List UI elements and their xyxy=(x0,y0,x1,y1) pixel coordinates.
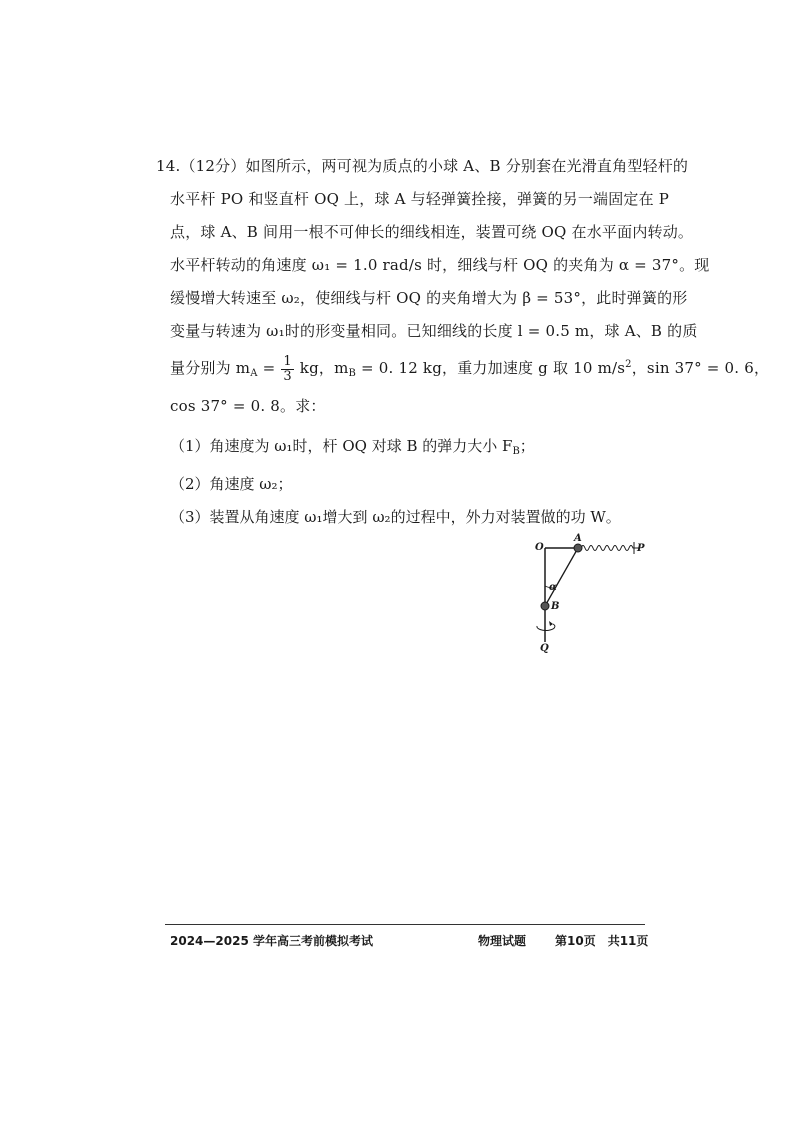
problem-14-text xyxy=(156,150,770,423)
fraction-one-third xyxy=(281,355,293,384)
problem-line-1: 14.（12分）如图所示，两可视为质点的小球 A、B 分别套在光滑直角型轻杆的 xyxy=(156,157,689,175)
sub-questions xyxy=(170,430,621,534)
question-3: （3）装置从角速度 ω₁增大到 ω₂的过程中，外力对装置做的功 W。 xyxy=(170,508,621,526)
rotation-arrow xyxy=(537,624,555,630)
footer-exam-name: 2024—2025 学年高三考前模拟考试 xyxy=(170,934,373,948)
label-q: Q xyxy=(540,643,549,654)
mass-prefix: 量分别为 m xyxy=(170,359,251,377)
question-1 xyxy=(170,430,621,468)
problem-line-3: 点，球 A、B 间用一根不可伸长的细线相连，装置可绕 OQ 在水平面内转动。 xyxy=(170,223,694,241)
mass-sub-a: A xyxy=(250,368,258,379)
mass-suffix: kg，m xyxy=(294,359,349,377)
question-1-sub: B xyxy=(512,446,520,457)
question-2: （2）角速度 ω₂； xyxy=(170,475,293,493)
string-ab xyxy=(545,548,578,606)
label-alpha: α xyxy=(549,582,557,593)
label-o: O xyxy=(535,542,544,553)
fraction-numerator: 1 xyxy=(283,353,292,369)
rotating-rod-diagram xyxy=(525,530,665,660)
problem-line-last: cos 37° = 0. 8。求： xyxy=(170,397,326,415)
question-1-text: （1）角速度为 ω₁时，杆 OQ 对球 B 的弹力大小 F xyxy=(170,437,513,455)
spring xyxy=(581,546,639,551)
ball-b xyxy=(541,602,549,610)
problem-line-mass xyxy=(170,348,770,390)
mass-rest: = 0. 12 kg，重力加速度 g 取 10 m/s xyxy=(356,359,626,377)
rotation-arrowhead xyxy=(549,621,553,626)
problem-line-4: 水平杆转动的角速度 ω₁ = 1.0 rad/s 时，细线与杆 OQ 的夹角为 α = 37°。现 xyxy=(170,256,710,274)
mass-eq: = xyxy=(257,359,281,377)
footer-page-number: 第10页 共11页 xyxy=(555,934,649,948)
problem-line-5: 缓慢增大转速至 ω₂，使细线与杆 OQ 的夹角增大为 β = 53°，此时弹簧的形 xyxy=(170,289,688,307)
footer-divider xyxy=(165,924,645,925)
problem-line-2: 水平杆 PO 和竖直杆 OQ 上，球 A 与轻弹簧拴接，弹簧的另一端固定在 P xyxy=(170,190,670,208)
mass-end: ，sin 37° = 0. 6， xyxy=(631,359,770,377)
label-p: P xyxy=(637,543,645,554)
fraction-denominator: 3 xyxy=(283,368,292,384)
label-a: A xyxy=(574,533,582,544)
ball-a xyxy=(574,544,582,552)
mass-sub-b: B xyxy=(348,368,357,379)
question-1-end: ； xyxy=(519,437,535,455)
problem-line-6: 变量与转速为 ω₁时的形变量相同。已知细线的长度 l = 0.5 m，球 A、B 的质 xyxy=(170,322,698,340)
label-b: B xyxy=(551,601,560,612)
footer-subject: 物理试题 xyxy=(478,934,527,948)
superscript-2: 2 xyxy=(625,359,632,370)
